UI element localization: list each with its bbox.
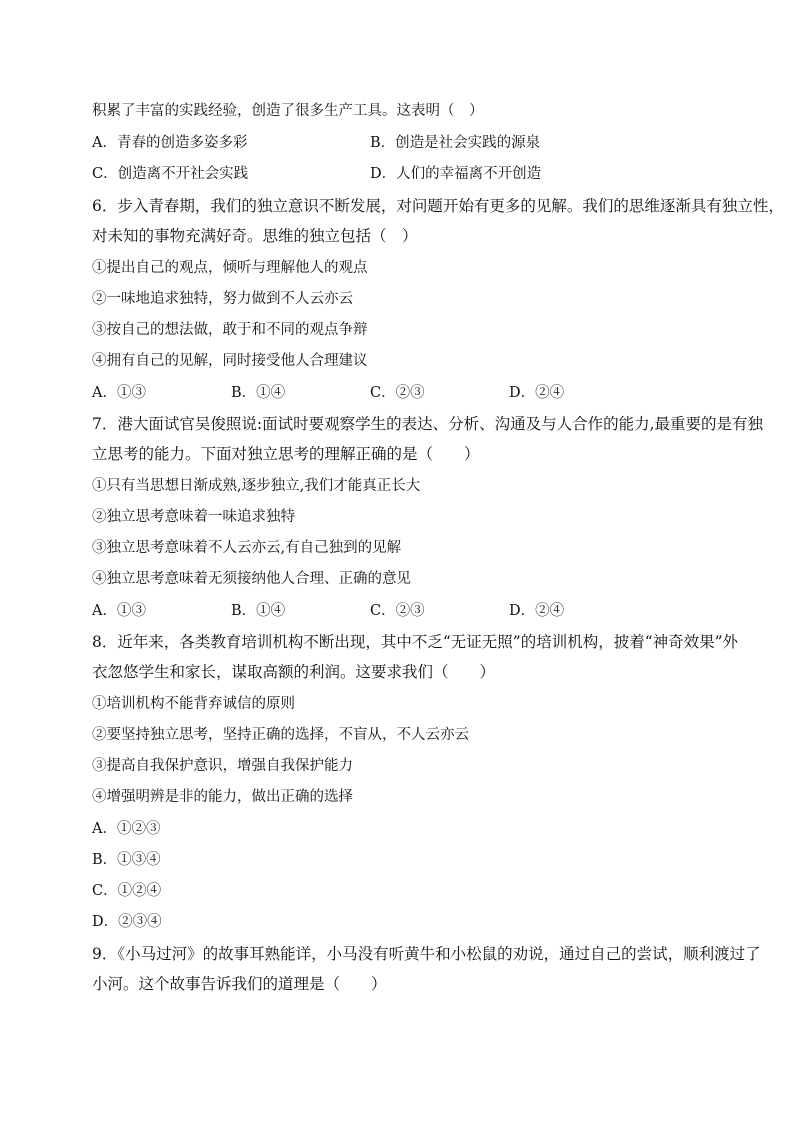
q9-stem-line1: 9．《小马过河》的故事耳熟能详，小马没有听黄牛和小松鼠的劝说，通过自己的尝试，顺利渡过了	[92, 945, 761, 963]
q7-stem-line2: 立思考的能力。下面对独立思考的理解正确的是（ ）	[92, 445, 480, 463]
q8-statement-1: ①培训机构不能背弃诚信的原则	[92, 696, 295, 712]
q5-option-b: B．创造是社会实践的源泉	[370, 135, 541, 151]
q8-option-a: A．①②③	[92, 821, 161, 837]
q8-stem-line1: 8．近年来，各类教育培训机构不断出现，其中不乏“无证无照”的培训机构，披着“神奇效果”外	[92, 633, 739, 651]
q8-statement-4: ④增强明辨是非的能力，做出正确的选择	[92, 789, 353, 805]
q8-statement-2: ②要坚持独立思考，坚持正确的选择，不盲从，不人云亦云	[92, 727, 469, 743]
q8-option-d: D．②③④	[92, 914, 162, 930]
q7-stem-line1: 7．港大面试官吴俊照说:面试时要观察学生的表达、分析、沟通及与人合作的能力,最重要的是有独	[92, 415, 764, 433]
q5-stem: 积累了丰富的实践经验，创造了很多生产工具。这表明（ ）	[92, 103, 484, 119]
q6-statement-1: ①提出自己的观点，倾听与理解他人的观点	[92, 260, 368, 276]
q6-option-c: C．②③	[370, 385, 425, 401]
q5-option-c: C．创造离不开社会实践	[92, 166, 249, 182]
q6-stem-line1: 6．步入青春期，我们的独立意识不断发展，对问题开始有更多的见解。我们的思维逐渐具有独立性，	[92, 197, 784, 215]
q7-statement-3: ③独立思考意味着不人云亦云,有自己独到的见解	[92, 540, 402, 556]
q6-option-d: D．②④	[509, 385, 565, 401]
q6-option-b: B．①④	[231, 385, 286, 401]
q6-option-a: A．①③	[92, 385, 146, 401]
q8-stem-line2: 衣忽悠学生和家长，谋取高额的利润。这要求我们（ ）	[92, 663, 496, 681]
q6-stem-line2: 对未知的事物充满好奇。思维的独立包括（ ）	[92, 227, 418, 245]
q7-option-d: D．②④	[509, 603, 565, 619]
q7-statement-4: ④独立思考意味着无须接纳他人合理、正确的意见	[92, 571, 411, 587]
q7-statement-2: ②独立思考意味着一味追求独特	[92, 509, 295, 525]
q5-option-d: D．人们的幸福离不开创造	[370, 166, 542, 182]
q8-statement-3: ③提高自我保护意识，增强自我保护能力	[92, 758, 353, 774]
q7-option-a: A．①③	[92, 603, 146, 619]
q8-option-b: B．①③④	[92, 852, 161, 868]
q5-option-a: A．青春的创造多姿多彩	[92, 135, 248, 151]
q7-statement-1: ①只有当思想日渐成熟,逐步独立,我们才能真正长大	[92, 478, 421, 494]
q6-statement-4: ④拥有自己的见解，同时接受他人合理建议	[92, 353, 368, 369]
q9-stem-line2: 小河。这个故事告诉我们的道理是（ ）	[92, 975, 387, 993]
q6-statement-3: ③按自己的想法做，敢于和不同的观点争辩	[92, 322, 368, 338]
q6-statement-2: ②一味地追求独特，努力做到不人云亦云	[92, 291, 353, 307]
q7-option-c: C．②③	[370, 603, 425, 619]
q7-option-b: B．①④	[231, 603, 286, 619]
q8-option-c: C．①②④	[92, 883, 162, 899]
